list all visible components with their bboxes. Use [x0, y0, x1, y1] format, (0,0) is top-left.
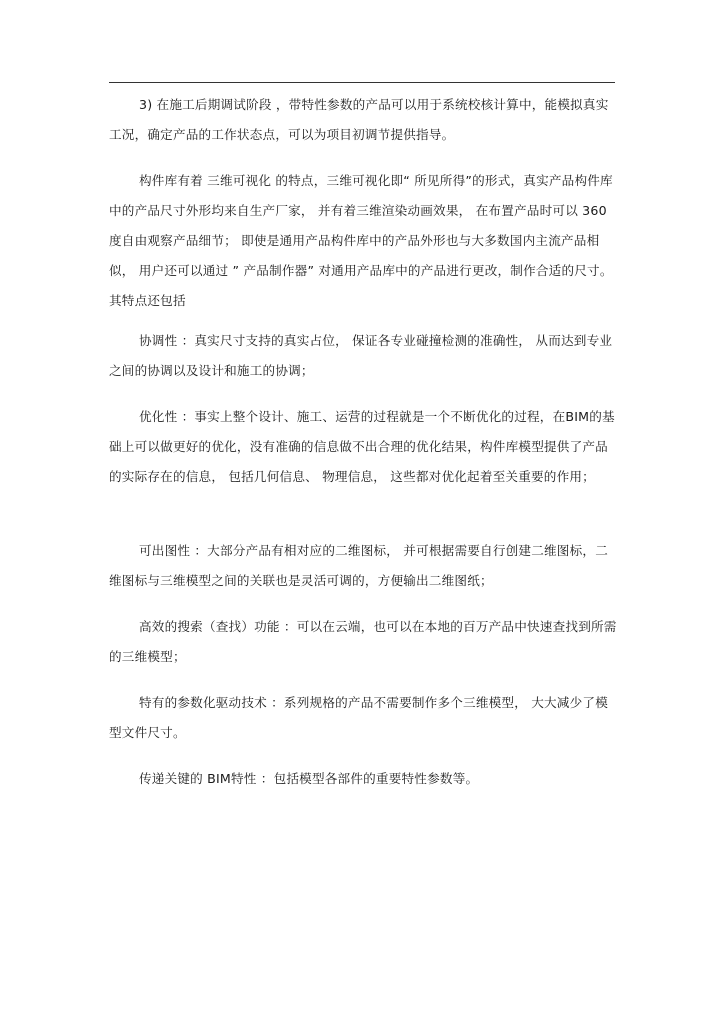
paragraph-parametric: 特有的参数化驱动技术 ：系列规格的产品不需要制作多个三维模型， 大大减少了模型文件尺寸。	[109, 695, 608, 740]
header-rule	[109, 82, 615, 83]
paragraph-3d-visualization: 构件库有着 三维可视化 的特点，三维可视化即“ 所见所得”的形式，真实产品构件库中的产品尺寸外形均来自生产厂家， 并有着三维渲染动画效果， 在布置产品时可以 360 度自由观察产品细节； 即使是通用产品构件库中的产品外形也与大多数国内主流产品相似， 用户还可以通过 ” 产品制作器” 对通用产品库中的产品进行更改，制作合适的尺寸。其特点还包括	[109, 173, 613, 308]
paragraph-bim-properties: 传递关键的 BIM特性 ：包括模型各部件的重要特性参数等。	[139, 771, 479, 786]
paragraph-commissioning: 3) 在施工后期调试阶段 ，带特性参数的产品可以用于系统校核计算中，能模拟真实工况，确定产品的工作状态点，可以为项目初调节提供指导。	[109, 97, 609, 142]
paragraph-search: 高效的搜索（查找）功能 ：可以在云端，也可以在本地的百万产品中快速查找到所需的三维模型；	[109, 619, 617, 664]
paragraph-drawing-output: 可出图性 ：大部分产品有相对应的二维图标， 并可根据需要自行创建二维图标，二维图标与三维模型之间的关联也是灵活可调的，方便输出二维图纸；	[109, 543, 608, 588]
paragraph-optimization: 优化性 ：事实上整个设计、施工、运营的过程就是一个不断优化的过程，在BIM的基础上可以做更好的优化，没有准确的信息做不出合理的优化结果，构件库模型提供了产品的实际存在的信息， 包括几何信息、 物理信息， 这些都对优化起着至关重要的作用；	[109, 409, 615, 484]
paragraph-coordination: 协调性 ：真实尺寸支持的真实占位， 保证各专业碰撞检测的准确性， 从而达到专业之间的协调以及设计和施工的协调；	[109, 333, 613, 378]
